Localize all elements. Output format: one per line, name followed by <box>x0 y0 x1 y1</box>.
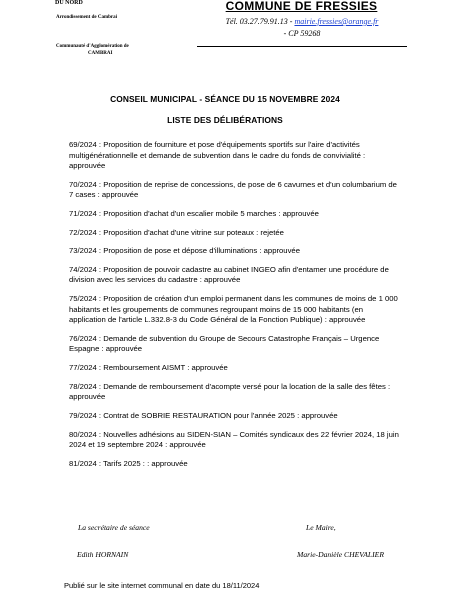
deliberation-item: 72/2024 : Proposition d'achat d'une vitrine sur poteaux : rejetée <box>69 227 284 237</box>
document-subtitle: LISTE DES DÉLIBÉRATIONS <box>167 115 283 125</box>
phone-text: Tél. 03.27.79.91.13 - <box>225 17 295 26</box>
email-link[interactable]: mairie.fressies@orange.fr <box>294 17 379 26</box>
document-title: CONSEIL MUNICIPAL - SÉANCE DU 15 NOVEMBRE 2024 <box>110 94 340 104</box>
deliberation-item: 75/2024 : Proposition de création d'un emploi permanent dans les communes de moins de 1 000 habitants et les groupements de communes regroupant moins de 15 000 habitants (en application de l'article L.332.8-3 du Code Général de la Fonction Publique) : approuvée <box>69 294 398 325</box>
deliberation-item: 78/2024 : Demande de remboursement d'acompte versé pour la location de la salle des fêtes : approuvée <box>69 381 391 402</box>
deliberation-item: 81/2024 : Tarifs 2025 : : approuvée <box>69 458 188 468</box>
deliberations-list <box>69 140 399 477</box>
deliberation-item: 69/2024 : Proposition de fourniture et pose d'équipements sportifs sur l'aire d'activités multigénérationnelle et demande de subvention dans le cadre du fonds de convivialité : approuvée <box>69 140 366 170</box>
deliberation-item: 70/2024 : Proposition de reprise de concessions, de pose de 6 cavurnes et d'un columbarium de 7 cases : approuvée <box>69 179 397 200</box>
postal-code: - CP 59268 <box>283 29 321 38</box>
commune-title: COMMUNE DE FRESSIES <box>225 0 378 13</box>
deliberation-item: 76/2024 : Demande de subvention du Groupe de Secours Catastrophe Français – Urgence Espagne : approuvée <box>69 333 380 354</box>
secretary-name: Edith HORNAIN <box>77 550 129 559</box>
contact-line <box>197 17 407 27</box>
department-label: DU NORD <box>55 0 83 6</box>
publication-footer: Publié sur le site internet communal en date du 18/11/2024 <box>64 581 260 590</box>
mayor-name: Marie-Danièle CHEVALIER <box>297 550 384 559</box>
deliberation-item: 79/2024 : Contrat de SOBRIE RESTAURATION pour l'année 2025 : approuvée <box>69 410 338 420</box>
arrondissement-label: Arrondissement de Cambrai <box>56 15 118 20</box>
mayor-title: Le Maire, <box>306 523 336 532</box>
deliberation-item: 74/2024 : Proposition de pouvoir cadastre au cabinet INGEO afin d'entamer une procédure de division avec les services du cadastre : approuvée <box>69 264 389 285</box>
deliberation-item: 80/2024 : Nouvelles adhésions au SIDEN-SIAN – Comités syndicaux des 22 février 2024, 18 juin 2024 et 19 septembre 2024 : approuvée <box>69 429 399 450</box>
deliberation-item: 71/2024 : Proposition d'achat d'un escalier mobile 5 marches : approuvée <box>69 208 319 218</box>
communaute-label-line1: Communauté d'Agglomération de <box>56 44 129 49</box>
secretary-title: La secrétaire de séance <box>78 523 150 532</box>
header-divider <box>197 46 407 47</box>
deliberation-item: 77/2024 : Remboursement AISMT : approuvée <box>69 363 228 372</box>
communaute-label-line2: CAMBRAI <box>88 51 113 56</box>
deliberation-item: 73/2024 : Proposition de pose et dépose d'illuminations : approuvée <box>69 246 300 256</box>
